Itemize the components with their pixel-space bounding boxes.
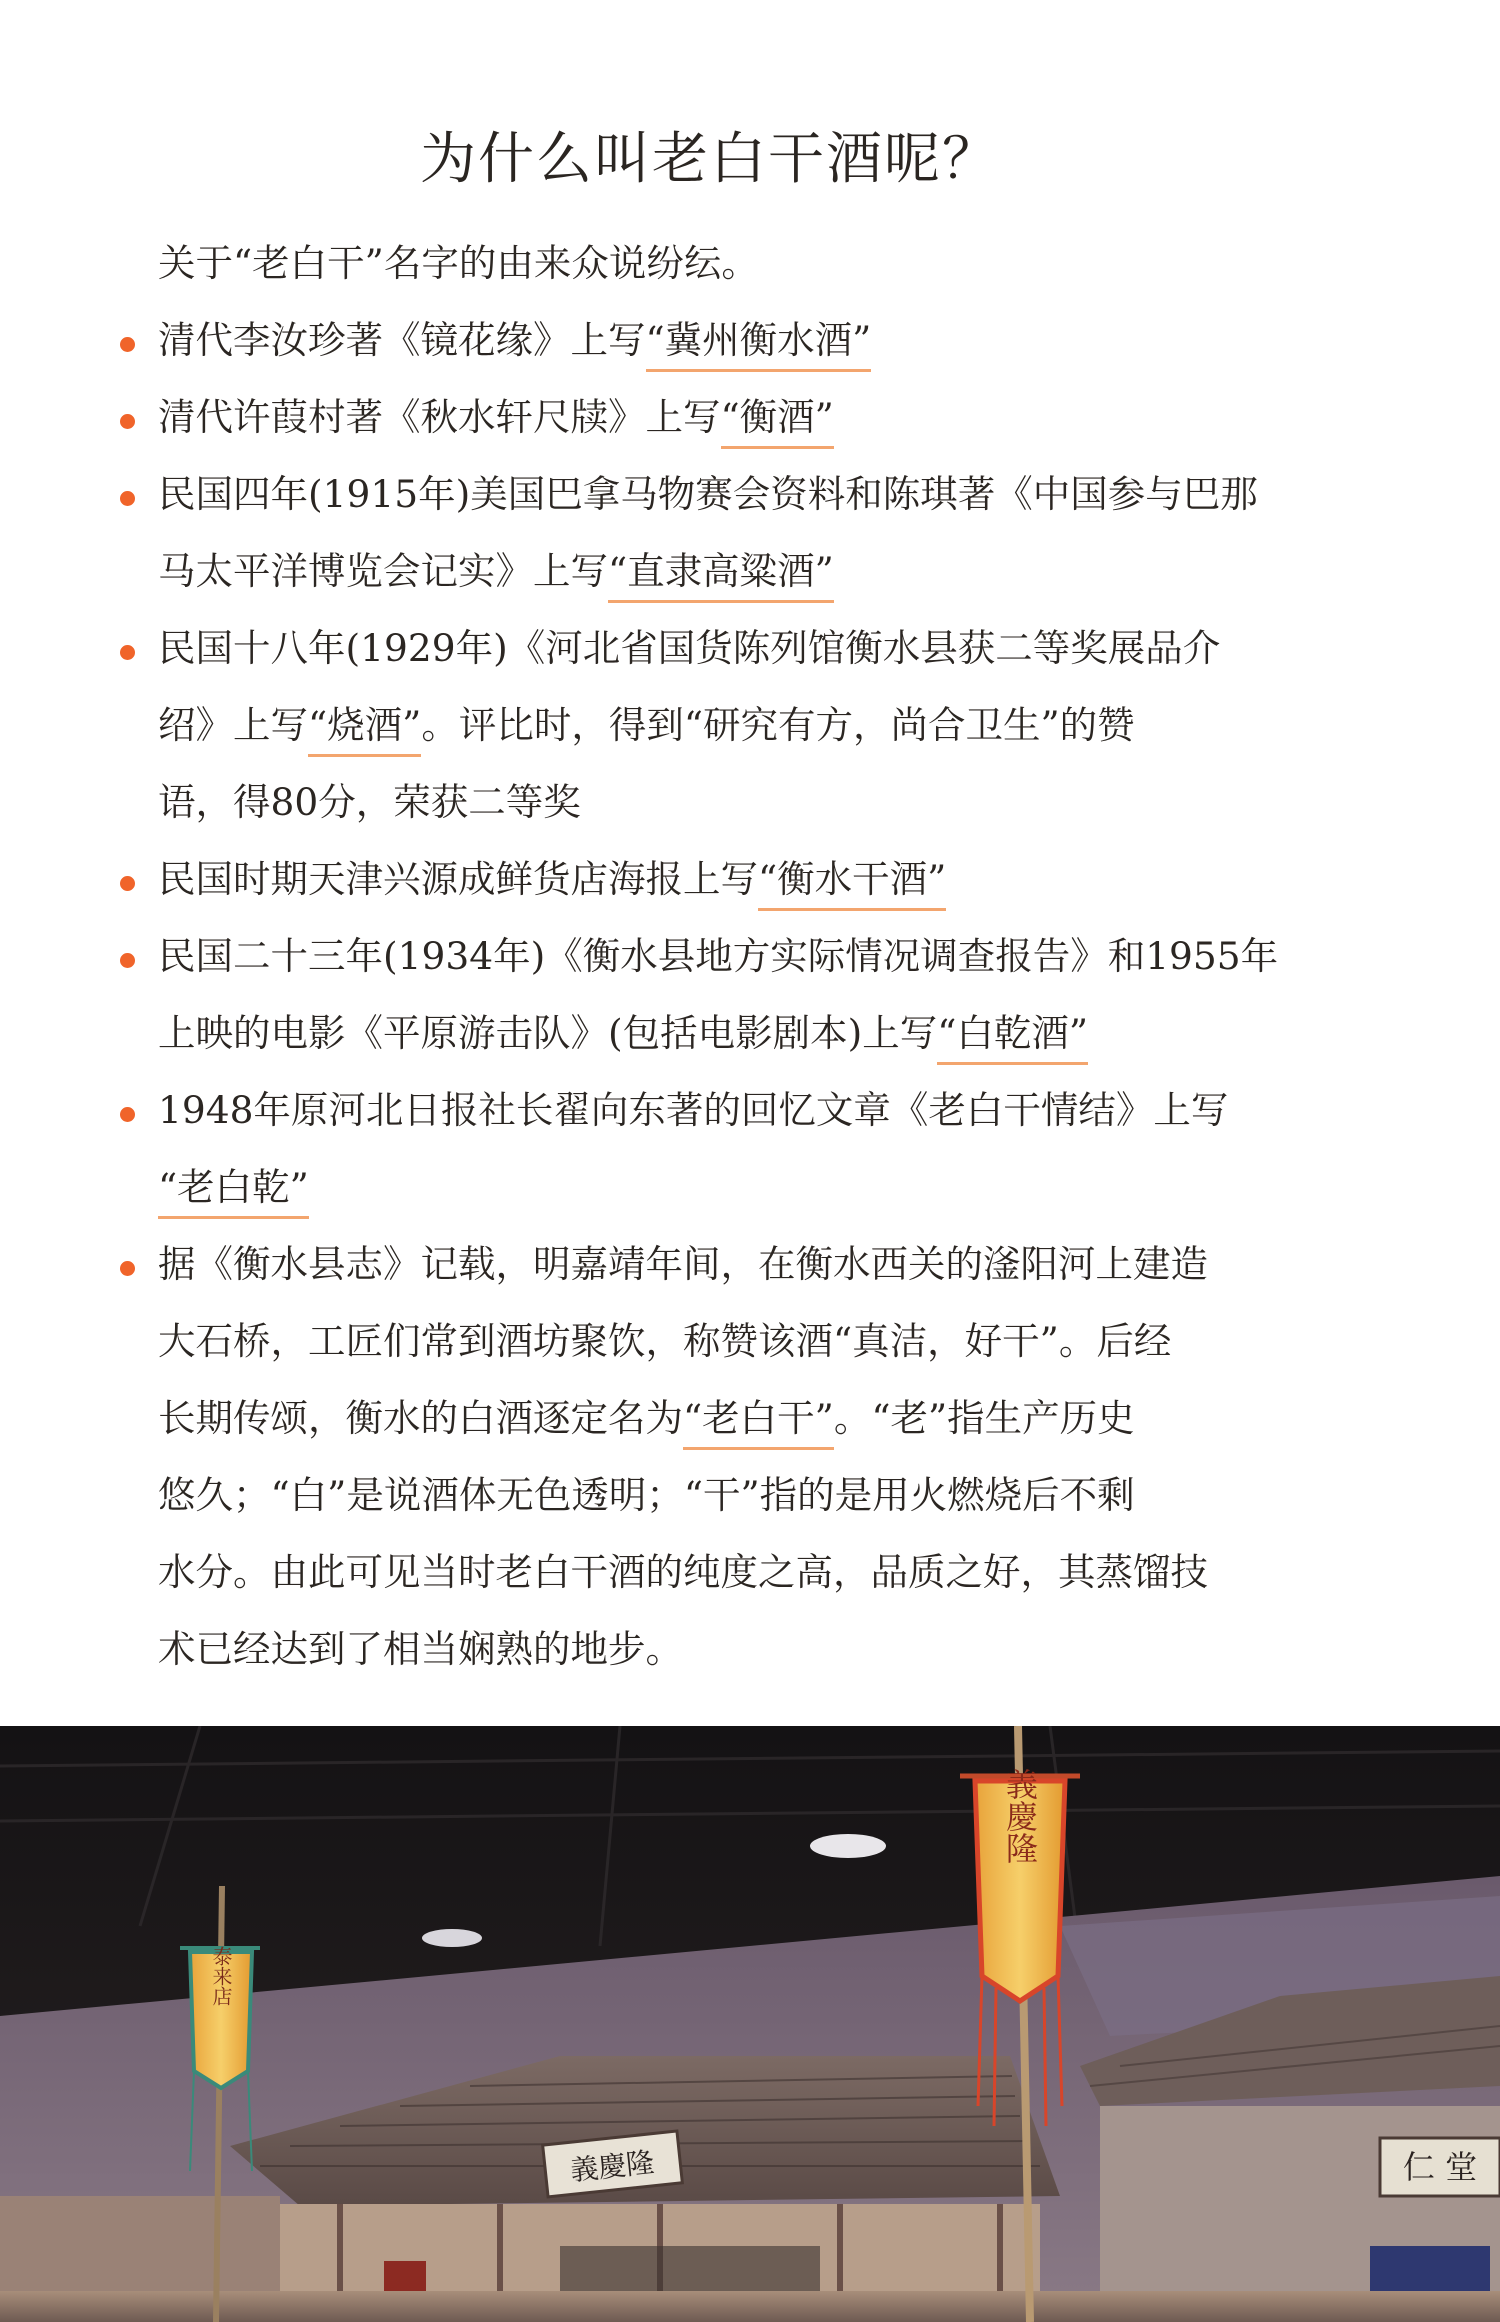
line-text: 上映的电影《平原游击队》(包括电影剧本)上写	[158, 1011, 938, 1055]
page-title: 为什么叫老白干酒呢？	[420, 127, 1000, 192]
bullet-line	[158, 302, 1338, 379]
ceiling-light	[422, 1929, 482, 1947]
intro-paragraph: 关于“老白干”名字的由来众说纷纭。	[158, 241, 759, 285]
highlighted-term: “直隶高粱酒”	[608, 542, 834, 603]
line-text-after: 。评比时，得到“研究有方，尚合卫生”的赞	[421, 703, 1135, 747]
line-text: 长期传颂，衡水的白酒逐定名为	[158, 1396, 683, 1440]
line-text: 民国二十三年(1934年)《衡水县地方实际情况调查报告》和1955年	[158, 934, 1279, 978]
bullet-item	[158, 918, 1338, 1072]
bullet-dot-icon	[120, 491, 135, 506]
bullet-line	[158, 533, 1338, 610]
bullet-dot-icon	[120, 645, 135, 660]
highlighted-term: “衡水干酒”	[758, 850, 946, 911]
bullet-dot-icon	[120, 414, 135, 429]
sign-right-label: 仁 堂	[1402, 2148, 1478, 2186]
bullet-line	[158, 1226, 1338, 1303]
bullet-item	[158, 456, 1338, 610]
line-text: 据《衡水县志》记载，明嘉靖年间，在衡水西关的滏阳河上建造	[158, 1242, 1208, 1286]
bullet-item	[158, 841, 1338, 918]
sign-middle-label: 義慶隆	[568, 2145, 656, 2188]
bullet-dot-icon	[120, 1261, 135, 1276]
bullet-line	[158, 995, 1338, 1072]
bullet-line	[158, 1303, 1338, 1380]
bullet-line	[158, 1380, 1338, 1457]
bullet-line	[158, 687, 1338, 764]
bullet-dot-icon	[120, 337, 135, 352]
museum-street-scene	[0, 1726, 1500, 2322]
line-text: 语，得80分，荣获二等奖	[158, 780, 581, 824]
banner-right-label: 義慶隆	[1001, 1768, 1039, 1864]
museum-photo	[0, 1726, 1500, 2322]
bullet-line	[158, 379, 1338, 456]
bullet-dot-icon	[120, 953, 135, 968]
line-text: 清代李汝珍著《镜花缘》上写	[158, 318, 646, 362]
bullet-line	[158, 1534, 1338, 1611]
line-text: 马太平洋博览会记实》上写	[158, 549, 608, 593]
line-text: 术已经达到了相当娴熟的地步。	[158, 1627, 683, 1671]
content-body	[158, 225, 1338, 1688]
bullet-item	[158, 1226, 1338, 1688]
line-text: 1948年原河北日报社长翟向东著的回忆文章《老白干情结》上写	[158, 1088, 1229, 1132]
line-text: 水分。由此可见当时老白干酒的纯度之高，品质之好，其蒸馏技	[158, 1550, 1208, 1594]
bullet-line	[158, 456, 1338, 533]
bullet-line	[158, 1149, 1338, 1226]
ceiling-light	[810, 1834, 886, 1858]
bullet-line	[158, 1611, 1338, 1688]
line-text: 民国时期天津兴源成鲜货店海报上写	[158, 857, 758, 901]
bullet-dot-icon	[120, 1107, 135, 1122]
bullet-dot-icon	[120, 876, 135, 891]
highlighted-term: “老白干”	[683, 1389, 834, 1450]
bullet-line	[158, 764, 1338, 841]
line-text: 大石桥，工匠们常到酒坊聚饮，称赞该酒“真洁，好干”。后经	[158, 1319, 1172, 1363]
bullet-line	[158, 1072, 1338, 1149]
line-text: 清代许葭村著《秋水轩尺牍》上写	[158, 395, 721, 439]
banner-left-label: 泰来店	[209, 1946, 233, 2006]
highlighted-term: “冀州衡水酒”	[646, 311, 872, 372]
highlighted-term: “衡酒”	[721, 388, 834, 449]
bullet-line	[158, 841, 1338, 918]
line-text: 绍》上写	[158, 703, 308, 747]
bullet-line	[158, 610, 1338, 687]
bullet-item	[158, 379, 1338, 456]
line-text: 民国十八年(1929年)《河北省国货陈列馆衡水县获二等奖展品介	[158, 626, 1221, 670]
bullet-line	[158, 1457, 1338, 1534]
bullet-list	[158, 302, 1338, 1688]
highlighted-term: “烧酒”	[308, 696, 421, 757]
bullet-line	[158, 918, 1338, 995]
sign-right	[1380, 2138, 1500, 2196]
line-text: 悠久；“白”是说酒体无色透明；“干”指的是用火燃烧后不剩	[158, 1473, 1135, 1517]
line-text-after: 。“老”指生产历史	[833, 1396, 1135, 1440]
highlighted-term: “白乾酒”	[937, 1004, 1088, 1065]
bullet-item	[158, 610, 1338, 841]
bullet-item	[158, 302, 1338, 379]
highlighted-term: “老白乾”	[158, 1158, 309, 1219]
bullet-item	[158, 1072, 1338, 1226]
line-text: 民国四年(1915年)美国巴拿马物赛会资料和陈琪著《中国参与巴那	[158, 472, 1258, 516]
